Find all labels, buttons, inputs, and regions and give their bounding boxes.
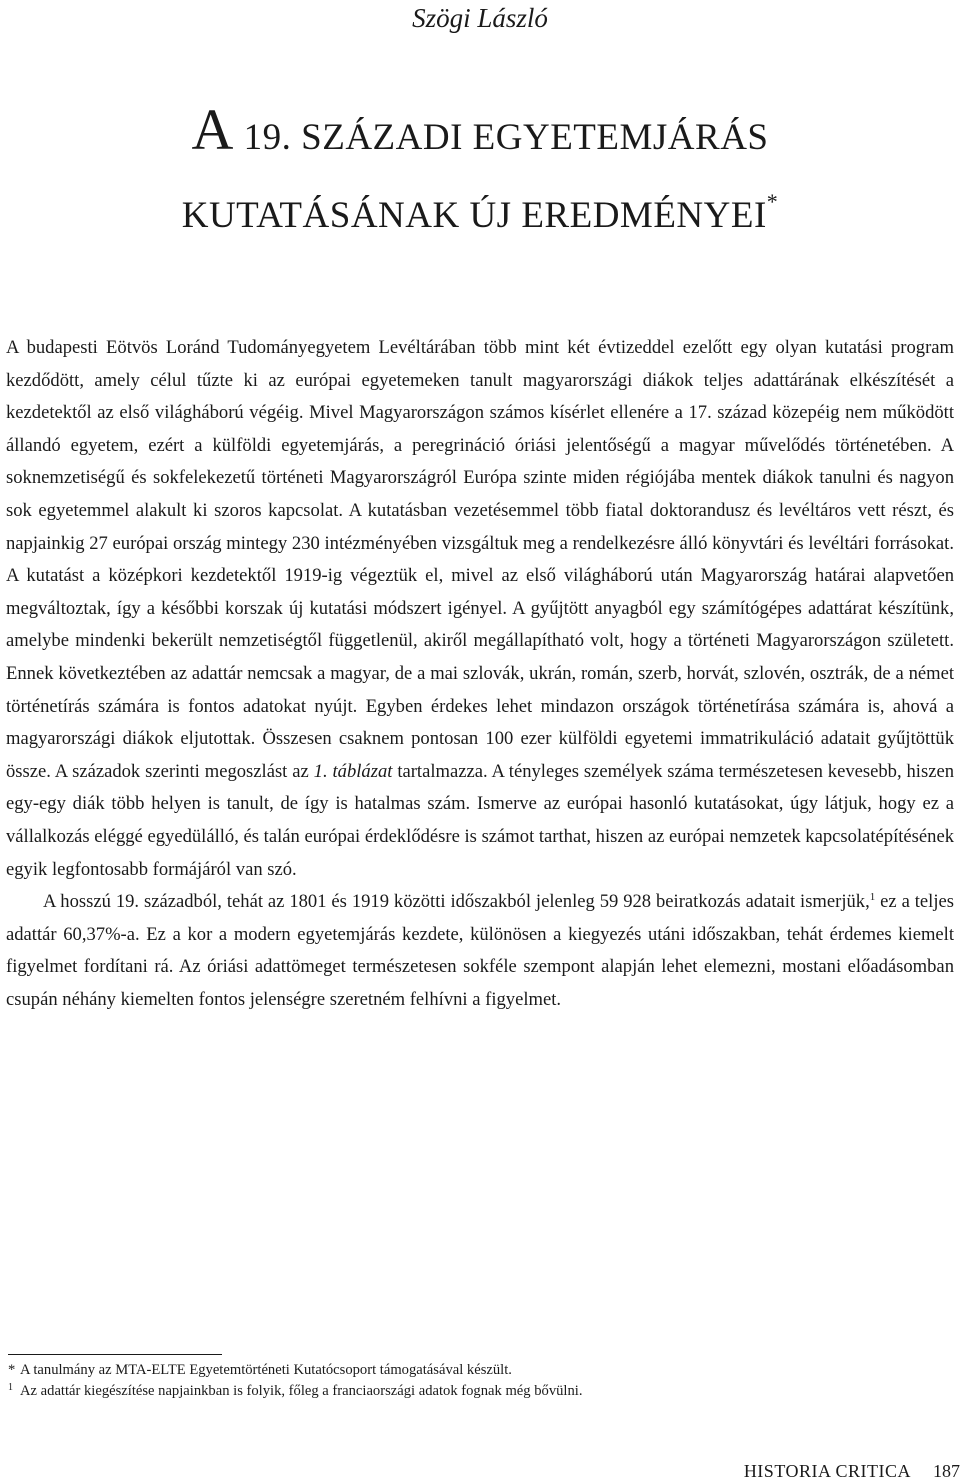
footnotes xyxy=(8,1360,948,1402)
footnote-star xyxy=(8,1360,948,1381)
paragraph-1 xyxy=(6,332,954,886)
footnote-text: Az adattár kiegészítése napjainkban is folyik, főleg a franciaországi adatok fognak még bővülni. xyxy=(20,1383,583,1399)
footnote-1 xyxy=(8,1381,948,1402)
article-body xyxy=(6,332,954,1016)
page-number: 187 xyxy=(933,1461,960,1481)
paragraph-1-text-b: tartalmazza. A tényleges személyek száma természetesen kevesebb, hiszen egy-egy diák több helyen is tanult, de így is hatalmas szám. Ismerve az európai hasonló kutatásokat, úgy látjuk, hogy ez a vállalkozás eléggé egyedülálló, és talán európai érdeklődésre is számot tarthat, hiszen az európai nemzetek kapcsolatépítésének egyik legfontosabb formájáról van szó. xyxy=(6,760,954,880)
footnote-mark: * xyxy=(8,1362,16,1378)
paragraph-2-text-a: A hosszú 19. századból, tehát az 1801 és 1919 közötti időszakból jelenleg 59 928 beiratkozás adatait ismerjük, xyxy=(43,891,870,913)
paragraph-2-text-b: ez a teljes adattár 60,37%-a. Ez a kor a modern egyetemjárás kezdete, különösen a kiegyezés utáni időszakban, tehát érdemes kiemelt figyelmet fordítani rá. Az óriási adattömeget természetesen sokféle szempont alapján lehet elemezni, mostani előadásomban csupán néhány kiemelten fontos jelenségre szeretném felhívni a figyelmet. xyxy=(6,891,954,1010)
journal-name: HISTORIA CRITICA xyxy=(743,1461,911,1481)
footnote-separator xyxy=(8,1354,222,1355)
paragraph-1-text-a: A budapesti Eötvös Loránd Tudományegyetem Levéltárában több mint két évtizeddel ezelőtt egy olyan kutatási program kezdődött, amely célul tűzte ki az európai egyetemeken tanult magyarországi diákok teljes adattárának elkészítését a kezdetektől az első világháború végéig. Mivel Magyarországon számos kísérlet ellenére a 17. század közepéig nem működött állandó egyetem, ezért a külföldi egyetemjárás, a peregrináció óriási jelentőségű a magyar művelődés történetében. A soknemzetiségű és sokfelekezetű történeti Magyarországról Európa szinte miden régiójába mentek diákok tanulni és nagyon sok egyetemmel alakult ki szoros kapcsolat. A kutatásban vezetésemmel több fiatal doktorandusz és levéltáros vett részt, és napjainkig 27 európai ország mintegy 230 intézményében vizsgáltuk meg a rendelkezésre álló könyvtári és levéltári forrásokat. A kutatást a középkori kezdetektől 1919-ig végeztük el, mivel az első világháború után Magyarország határai alapvetően megváltoztak, így a későbbi korszak új kutatási módszert igényel. A gyűjtött anyagból egy számítógépes adattárat készítünk, amelybe mindenki bekerült nemzetiségtől függetlenül, akiről megállapítható volt, hogy a történeti Magyarországon született. Ennek következtében az adattár nemcsak a magyar, de a mai szlovák, ukrán, román, szerb, horvát, szlovén, osztrák, de a német történetírás számára is fontos adatokat nyújt. Egyben érdekes lehet mindazon országok történetírása számára is, ahová a magyarországi diákok eljutottak. Összesen csaknem pontosan 100 ezer külföldi egyetemi immatrikuláció adatait gyűjtöttük össze. A századok szerinti megoszlást az xyxy=(6,337,954,782)
title-initial-letter: A xyxy=(191,97,234,162)
page-footer xyxy=(744,1460,960,1482)
footnote-text: A tanulmány az MTA-ELTE Egyetemtörténeti Kutatócsoport támogatásával készült. xyxy=(20,1362,512,1378)
paragraph-2 xyxy=(6,886,954,1016)
title-line-2: KUTATÁSÁNAK ÚJ EREDMÉNYEI xyxy=(181,195,767,236)
author-name: Szögi László xyxy=(412,3,548,33)
footnote-reference-1: 1 xyxy=(869,891,876,904)
article-title xyxy=(0,98,960,248)
table-reference: 1. táblázat xyxy=(313,760,393,782)
title-footnote-mark: * xyxy=(766,189,779,214)
title-line-1: 19. SZÁZADI EGYETEMJÁRÁS xyxy=(233,117,769,158)
footnote-mark: 1 xyxy=(8,1382,13,1393)
